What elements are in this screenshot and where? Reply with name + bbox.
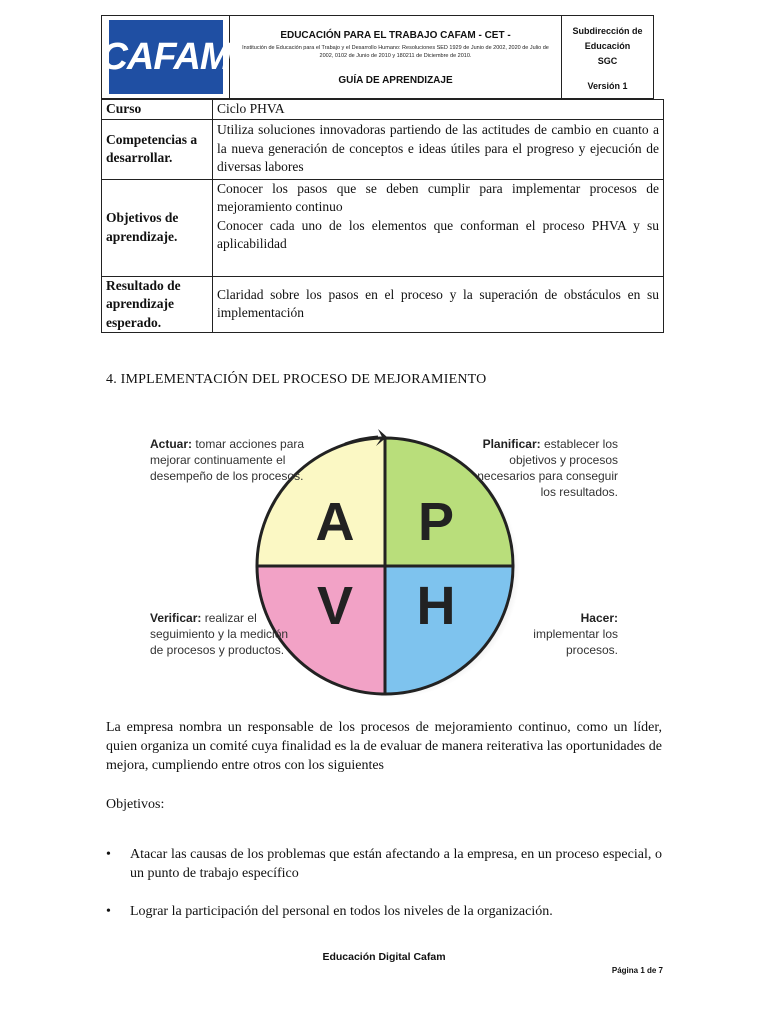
planificar-description [470,436,618,500]
row-value: Utiliza soluciones innovadoras partiendo de las actitudes de cambio en cuanto a la nueva generación de conceptos e ideas útiles para el progreso y ejecución de diversas labores [213,119,664,179]
letter-v: V [316,576,354,636]
row-value: Ciclo PHVA [213,100,664,120]
hacer-term: Hacer: [580,611,618,625]
verificar-description [150,610,290,658]
verificar-text: realizar el seguimiento y la medición de procesos y productos. [150,611,289,657]
row-label: Resultado de aprendizaje esperado. [102,276,213,333]
course-info-table [101,99,664,333]
list-item [106,845,662,883]
table-row-competencias [102,119,664,179]
phva-diagram [140,428,640,708]
logo-cell [102,16,230,98]
document-header [101,15,654,99]
header-right-cell [562,16,653,98]
version-label: Versión 1 [587,81,628,91]
section-title: 4. IMPLEMENTACIÓN DEL PROCESO DE MEJORAMIENTO [106,372,487,387]
department-line-3: SGC [597,56,618,66]
actuar-description [150,436,310,484]
table-row-objetivos [102,179,664,276]
row-label: Competencias a desarrollar. [102,119,213,179]
row-value: Claridad sobre los pasos en el proceso y la superación de obstáculos en su implementación [213,276,664,333]
header-title-cell [230,16,562,98]
footer-title: Educación Digital Cafam [322,951,446,963]
list-item-text: Lograr la participación del personal en todos los niveles de la organización. [130,904,553,919]
actuar-term: Actuar: [150,437,193,451]
planificar-text: establecer los objetivos y procesos necesarios para conseguir los resultados. [477,437,618,499]
institution-title: EDUCACIÓN PARA EL TRABAJO CAFAM - CET - [280,30,511,41]
letter-a: A [315,492,355,552]
hacer-description [530,610,618,658]
cafam-logo [100,20,231,94]
planificar-term: Planificar: [482,437,541,451]
table-row-resultado [102,276,664,333]
list-item [106,902,662,921]
verificar-term: Verificar: [150,611,202,625]
department-line-1: Subdirección de [572,26,643,36]
page-number: Página 1 de 7 [611,966,663,975]
guide-title: GUÍA DE APRENDIZAJE [338,75,453,86]
actuar-text: tomar acciones para mejorar continuamente el desempeño de los procesos. [150,437,305,483]
letter-h: H [416,576,456,636]
row-label: Curso [102,100,213,120]
bullet-icon: • [106,847,111,862]
row-label: Objetivos de aprendizaje. [102,179,213,276]
row-value: Conocer los pasos que se deben cumplir para implementar procesos de mejoramiento continuo Conocer cada uno de los elementos que conforman el proceso PHVA y su aplicabilidad [213,179,664,276]
hacer-text: implementar los procesos. [533,627,618,657]
list-item-text: Atacar las causas de los problemas que están afectando a la empresa, en un proceso especial, o un punto de trabajo específico [130,847,662,881]
table-row-curso [102,100,664,120]
department-line-2: Educación [584,41,631,51]
institution-resolutions: Institución de Educación para el Trabajo y el Desarrollo Humano: Resoluciones SED 1929 de Junio de 2002, 2020 de Julio de 2002, 0102 de Junio de 2010 y 180211 de Diciembre de 2010. [242,45,549,59]
logo-text: CAFAM [100,35,231,78]
intro-paragraph: La empresa nombra un responsable de los procesos de mejoramiento continuo, como un líder, quien organiza un comité cuya finalidad es la de evaluar de manera reiterativa las oportunidades de mejora, cumpliendo entre otros con los siguientes [106,720,662,773]
letter-p: P [417,492,455,552]
objectives-label: Objetivos: [106,797,165,812]
bullet-icon: • [106,904,111,919]
